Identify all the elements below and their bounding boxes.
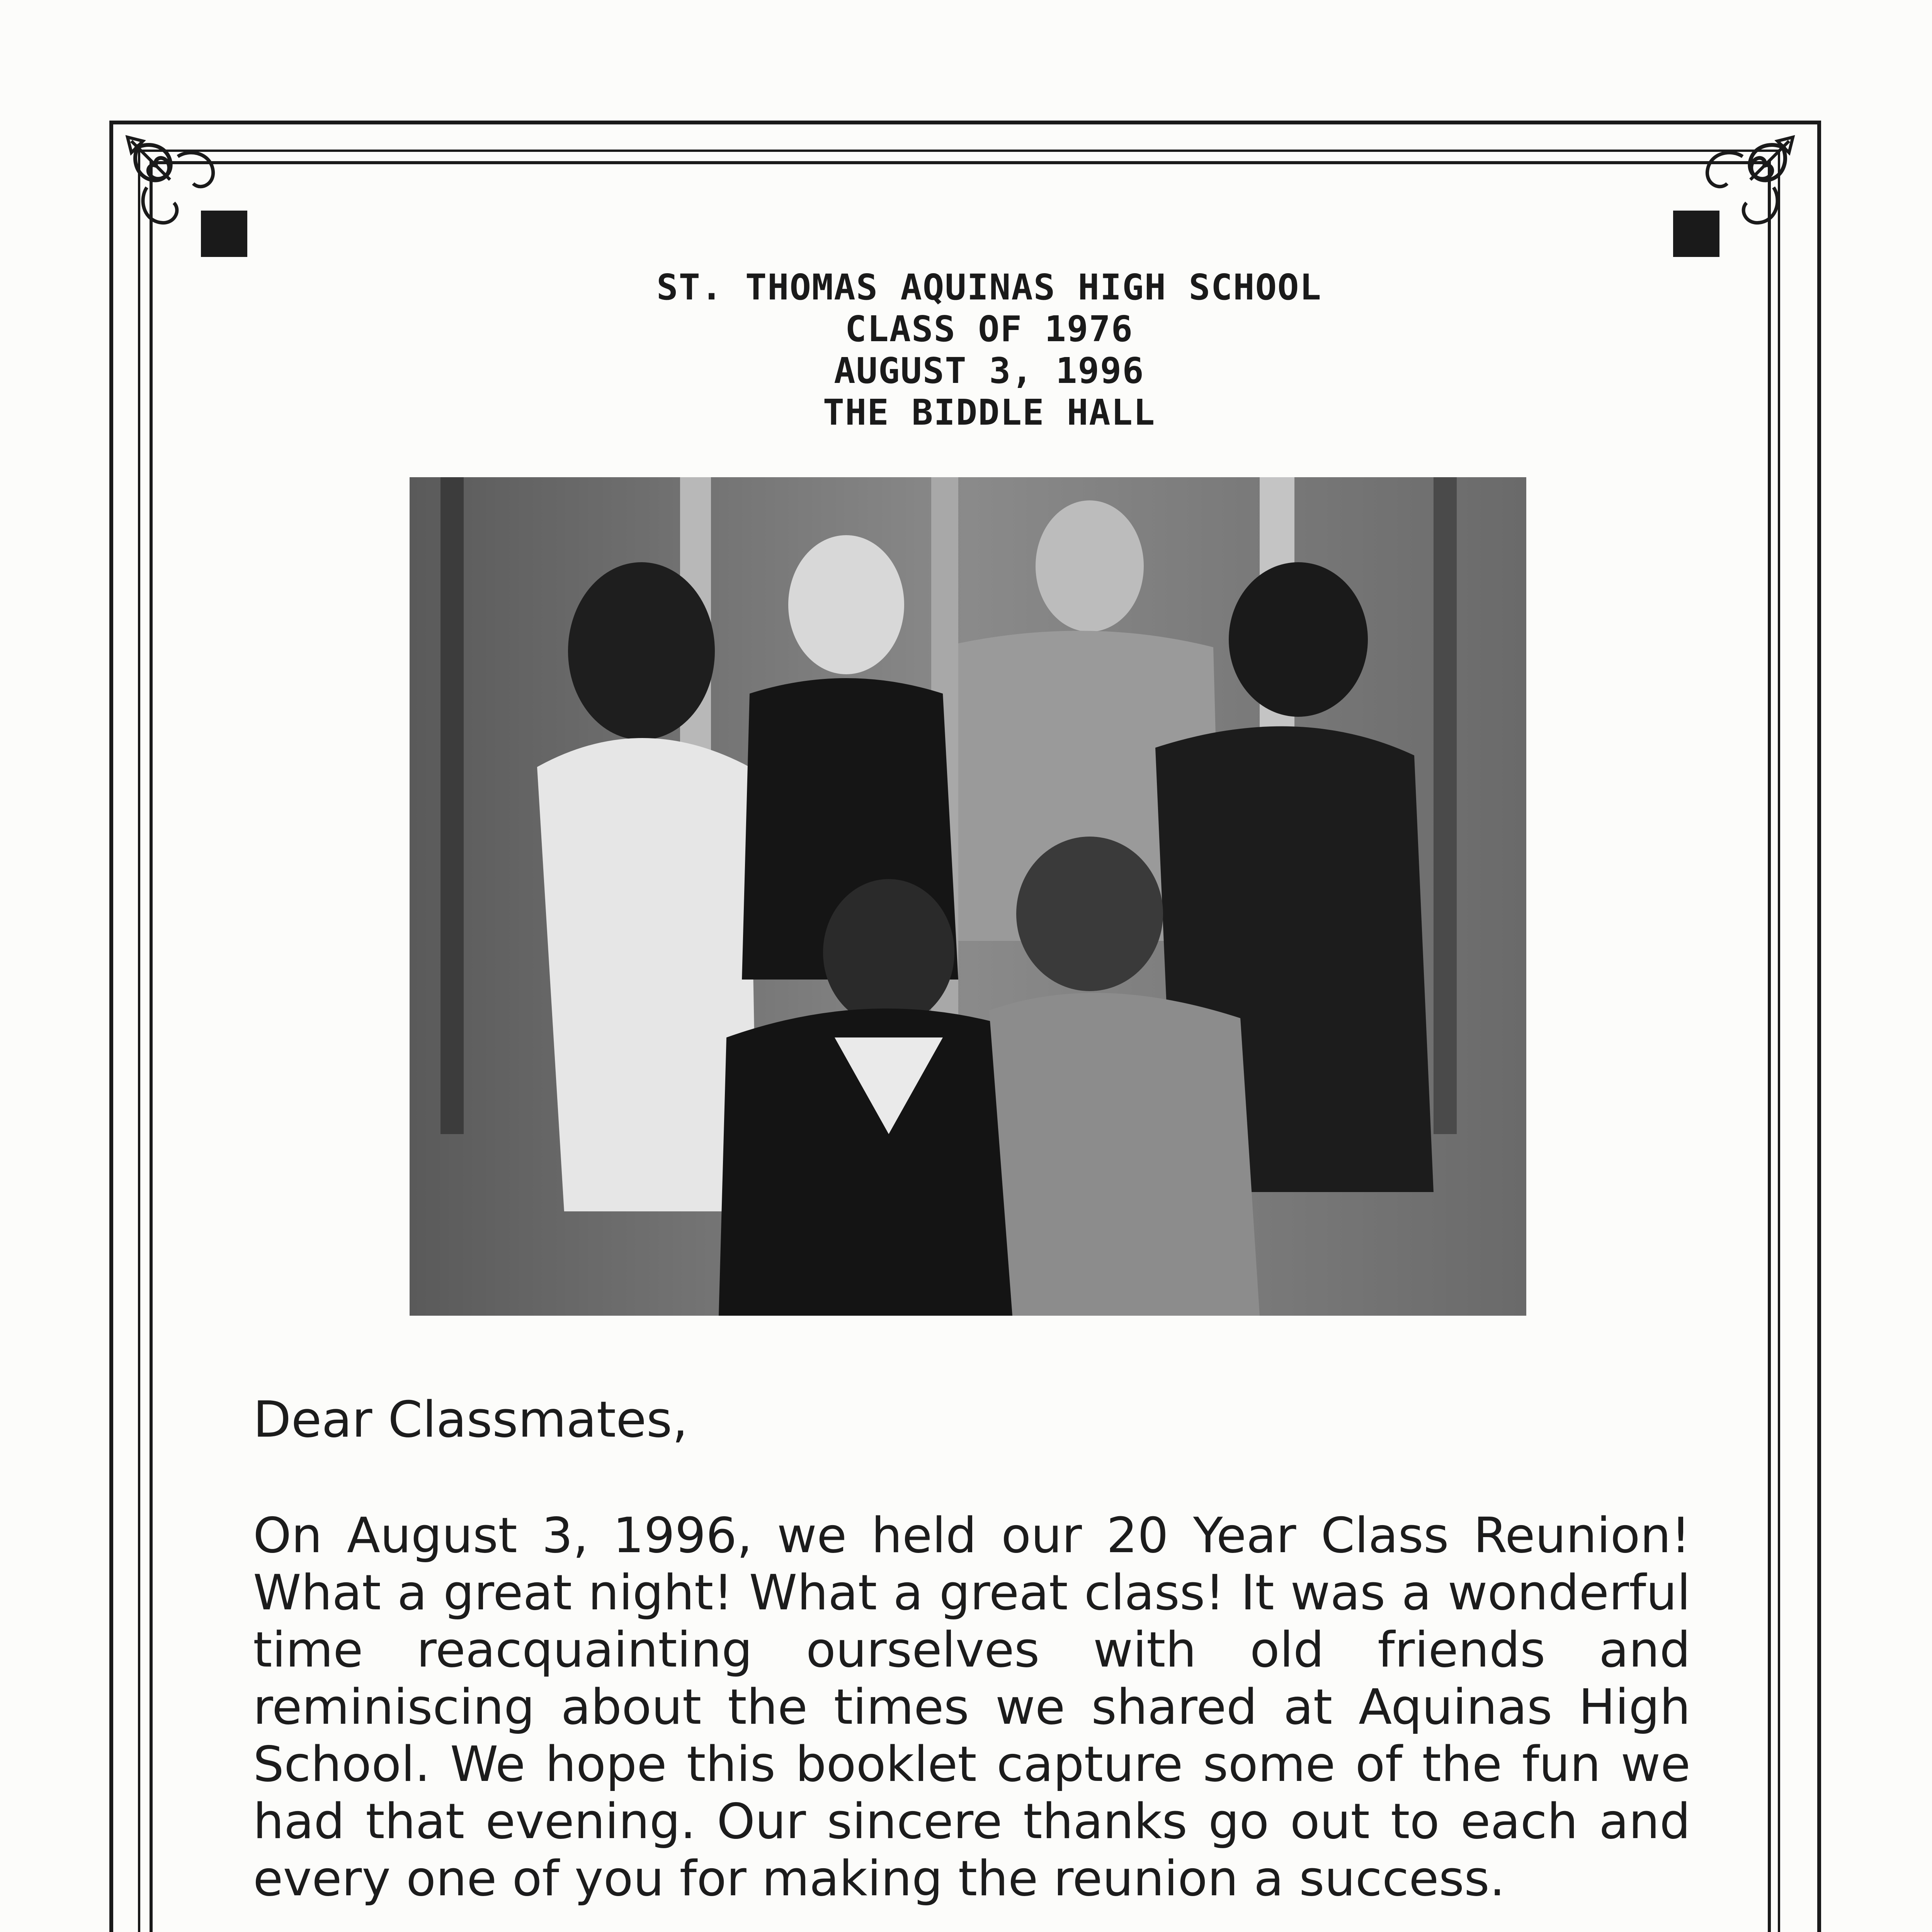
group-photo-icon — [410, 477, 1526, 1316]
corner-ornament-icon — [124, 133, 263, 272]
group-photo — [410, 477, 1526, 1316]
letter-paragraph: On August 3, 1996, we held our 20 Year Class Reunion! What a great night! What a great class! It was a wonderful time reacquainting ourselves with old friends and reminiscing about the times we shared at Aquinas High School. We hope this booklet capture some of the fun we had that evening. Our sincere thanks go out to each and every one of you for making the reunion a success. — [253, 1507, 1690, 1907]
letter-body — [253, 1391, 1690, 1932]
class-year: CLASS OF 1976 — [845, 308, 1134, 350]
event-heading — [464, 267, 1515, 434]
event-date: AUGUST 3, 1996 — [834, 350, 1145, 391]
school-name: ST. THOMAS AQUINAS HIGH SCHOOL — [656, 267, 1322, 308]
salutation: Dear Classmates, — [253, 1391, 688, 1449]
event-venue: THE BIDDLE HALL — [823, 392, 1156, 433]
corner-ornament-icon — [1658, 133, 1797, 272]
